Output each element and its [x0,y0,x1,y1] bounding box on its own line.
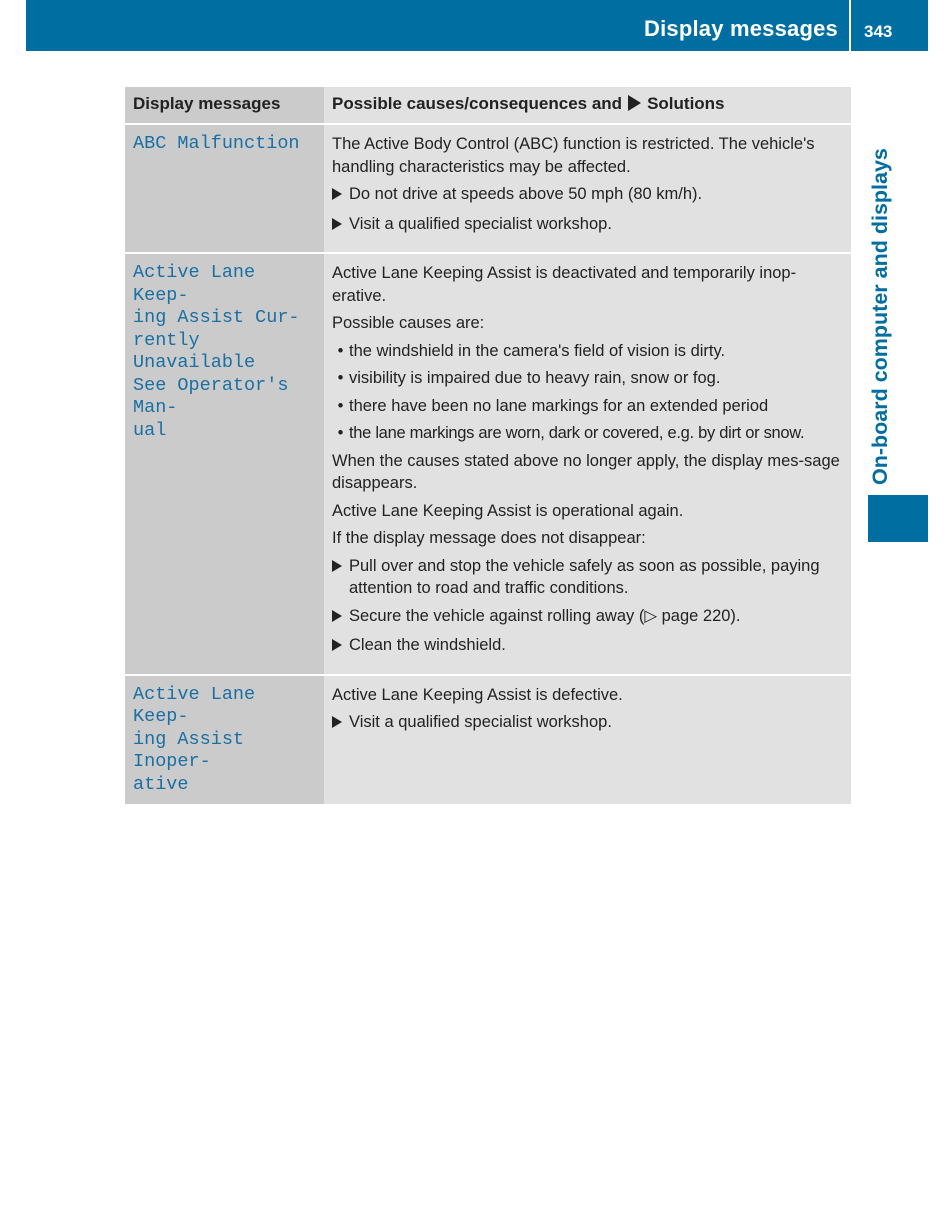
display-message: ABC Malfunction [133,133,300,154]
description-text: When the causes stated above no longer apply, the display mes-sage disappears. [332,451,840,492]
bullet-text: visibility is impaired due to heavy rain, snow or fog. [349,369,721,387]
arrow-icon [332,560,342,572]
chapter-label: On-board computer and displays [868,148,892,485]
action-step [332,183,843,208]
page-number: 343 [864,22,893,41]
bullet-text: the windshield in the camera's field of vision is dirty. [349,341,726,360]
table-row [125,125,851,254]
solution-cell [324,676,851,805]
bullet-item [332,367,843,390]
description-text: Active Lane Keeping Assist is defective. [332,685,623,704]
arrow-icon [332,639,342,651]
table-header-row [125,87,851,125]
description-text: Active Lane Keeping Assist is operational again. [332,501,684,520]
solution-cell [324,125,851,252]
bullet-item [332,395,843,418]
action-step [332,555,843,600]
page-header [26,0,928,51]
action-text: Clean the windshield. [349,636,506,654]
action-text: Visit a qualified specialist workshop. [349,713,612,731]
bullet-text: there have been no lane markings for an extended period [349,396,769,415]
message-cell [125,676,324,805]
table-row [125,676,851,805]
description-text: Possible causes are: [332,314,485,332]
bullet-icon: • [337,396,344,415]
action-step [332,711,843,736]
action-text: Secure the vehicle against rolling away (▷ page 220). [349,606,741,625]
bullet-icon: • [337,341,344,360]
bullet-item [332,340,843,363]
bullet-icon: • [337,424,344,442]
bullet-text: the lane markings are worn, dark or covered, e.g. by dirt or snow. [349,424,805,442]
display-message: Active Lane Keep- ing Assist Cur- rently Unavailable See Operator's Man- ual [133,262,300,441]
action-step [332,213,843,238]
bullet-item [332,422,843,445]
description-text: The Active Body Control (ABC) function is restricted. The vehicle's handling characteristics may be affected. [332,135,815,176]
description-text: If the display message does not disappear: [332,529,646,547]
arrow-icon [332,610,342,622]
action-step [332,634,843,659]
section-title: Display messages [644,16,838,41]
action-step [332,605,843,630]
column-header-solutions-text: Solutions [647,94,725,113]
solution-cell [324,254,851,674]
chapter-side-tab [860,100,900,490]
arrow-icon [332,188,342,200]
bullet-icon: • [337,369,344,387]
column-header-causes-text: Possible causes/consequences and [332,94,623,113]
chapter-marker-block [868,495,928,542]
message-cell [125,125,324,252]
action-text: Pull over and stop the vehicle safely as soon as possible, paying attention to road and traffic conditions. [349,556,820,597]
arrow-icon [332,218,342,230]
column-header-messages: Display messages [125,87,324,123]
display-messages-table [125,87,851,804]
action-text: Do not drive at speeds above 50 mph (80 km/h). [349,185,703,203]
arrow-icon [332,716,342,728]
column-header-causes [324,87,851,123]
message-cell [125,254,324,674]
header-divider [849,0,851,51]
description-text: Active Lane Keeping Assist is deactivated and temporarily inop-erative. [332,264,797,305]
table-row [125,254,851,676]
display-message: Active Lane Keep- ing Assist Inoper- ative [133,683,256,795]
action-text: Visit a qualified specialist workshop. [349,214,612,233]
arrow-icon [628,95,641,111]
